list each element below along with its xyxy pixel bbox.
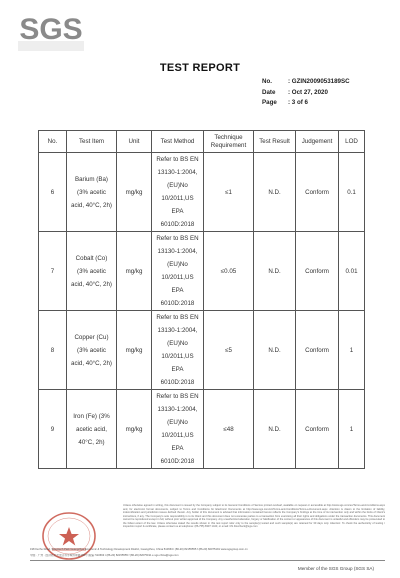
cell-test-method: Refer to BS EN 13130-1:2004,(EU)No 10/2011,US EPA 6010D:2018 <box>156 156 199 228</box>
cell-no: 7 <box>39 232 67 311</box>
table-row <box>39 153 365 232</box>
results-table <box>38 130 365 469</box>
cell-result: N.D. <box>254 390 296 469</box>
cell-no: 8 <box>39 311 67 390</box>
report-meta <box>262 77 350 109</box>
cell-judgement: Conform <box>296 390 339 469</box>
cell-test-method: Refer to BS EN 13130-1:2004,(EU)No 10/2011,US EPA 6010D:2018 <box>156 393 199 465</box>
legal-disclaimer: Unless otherwise agreed in writing, this document is issued by the Company subject to its General Conditions of Service printed overleaf, available on request or accessible at http://www.sgs.com/en/Terms-and-Conditions.aspx and, for electronic format documents, subject to Terms and Conditions for Electronic Documents at http://www.sgs.com/en/Terms-and-Conditions/Terms-e-Document.aspx. Attention is drawn to the limitation of liability, indemnification and jurisdiction issues defined therein. Any holder of this document is advised that information contained hereon reflects the Company's findings at the time of its intervention only and within the limits of Client's instructions, if any. The Company's sole responsibility is to its Client and this document does not exonerate parties to a transaction from exercising all their rights and obligations under the transaction documents. This document cannot be reproduced except in full, without prior written approval of the Company. Any unauthorized alteration, forgery or falsification of the content or appearance of this document is unlawful and offenders may be prosecuted to the fullest extent of the law. Unless otherwise stated the results shown in this test report refer only to the sample(s) tested and such sample(s) are retained for 30 days only. Attention: To check the authenticity of testing / inspection report & certificate, please contact us at telephone: (86-755) 8307 1443, or email: CN.Doccheck@sgs.com <box>123 504 385 528</box>
meta-label: No. <box>262 78 272 85</box>
cell-unit: mg/kg <box>117 390 152 469</box>
header-judgement: Judgement <box>296 131 339 153</box>
sgs-logo <box>16 8 86 52</box>
footer-divider <box>30 560 385 561</box>
cell-requirement: ≤5 <box>204 311 254 390</box>
header-no: No. <box>39 131 67 153</box>
table-row <box>39 232 365 311</box>
cell-lod: 0.1 <box>339 153 365 232</box>
cell-lod: 1 <box>339 311 365 390</box>
table-header-row <box>39 131 365 153</box>
cell-judgement: Conform <box>296 153 339 232</box>
logo-text: SGS <box>19 13 83 46</box>
cell-test-item: Barium (Ba) (3% acetic acid, 40°C, 2h) <box>71 175 112 209</box>
table-row <box>39 390 365 469</box>
cell-unit: mg/kg <box>117 232 152 311</box>
cell-requirement: ≤1 <box>204 153 254 232</box>
cell-requirement: ≤0.05 <box>204 232 254 311</box>
group-membership: Member of the SGS Group (SGS SA) <box>297 566 374 571</box>
cell-test-item: Copper (Cu) (3% acetic acid, 40°C, 2h) <box>71 333 112 367</box>
header-lod: LOD <box>339 131 365 153</box>
cell-no: 6 <box>39 153 67 232</box>
cell-unit: mg/kg <box>117 311 152 390</box>
meta-row-date <box>262 88 350 99</box>
cell-result: N.D. <box>254 153 296 232</box>
report-title: TEST REPORT <box>159 62 241 74</box>
sgs-logo-mark <box>16 8 86 52</box>
meta-label: Page <box>262 99 277 107</box>
cell-test-item: Iron (Fe) (3% acetic acid, 40°C, 2h) <box>73 412 110 446</box>
header-test-item: Test Item <box>67 131 117 153</box>
cell-no: 9 <box>39 390 67 469</box>
cell-lod: 1 <box>339 390 365 469</box>
cell-judgement: Conform <box>296 311 339 390</box>
header-test-method: Test Method <box>152 131 204 153</box>
meta-value: : 3 of 6 <box>288 99 308 107</box>
table-row <box>39 311 365 390</box>
header-unit: Unit <box>117 131 152 153</box>
address-english: 198 Kezhu Road, Scientech Park Guangzhou Economic & Technology Development District, Guangzhou, China 510663 t (86-20) 82155555 f (86-20) 82075191 www.sgsgroup.com.cn <box>30 548 248 551</box>
cell-test-method: Refer to BS EN 13130-1:2004,(EU)No 10/2011,US EPA 6010D:2018 <box>156 235 199 307</box>
meta-row-number <box>262 77 350 88</box>
cell-result: N.D. <box>254 232 296 311</box>
cell-requirement: ≤48 <box>204 390 254 469</box>
meta-value: : GZIN2009053189SC <box>288 78 350 85</box>
cell-lod: 0.01 <box>339 232 365 311</box>
cell-test-item: Cobalt (Co) (3% acetic acid, 40°C, 2h) <box>71 254 112 288</box>
cell-test-method: Refer to BS EN 13130-1:2004,(EU)No 10/2011,US EPA 6010D:2018 <box>156 314 199 386</box>
meta-value: : Oct 27, 2020 <box>288 88 328 96</box>
address-chinese: 中国 · 广州 · 经济技术开发区科学城科珠路198号 邮编: 510663 t (86-20) 82155555 f (86-20) 82075191 e sgs.china@sgs.com <box>30 554 179 557</box>
meta-label: Date <box>262 88 276 96</box>
meta-row-page <box>262 98 350 109</box>
header-test-result: Test Result <box>254 131 296 153</box>
cell-result: N.D. <box>254 311 296 390</box>
cell-judgement: Conform <box>296 232 339 311</box>
cell-unit: mg/kg <box>117 153 152 232</box>
header-technique-requirement: Technique Requirement <box>204 131 254 153</box>
